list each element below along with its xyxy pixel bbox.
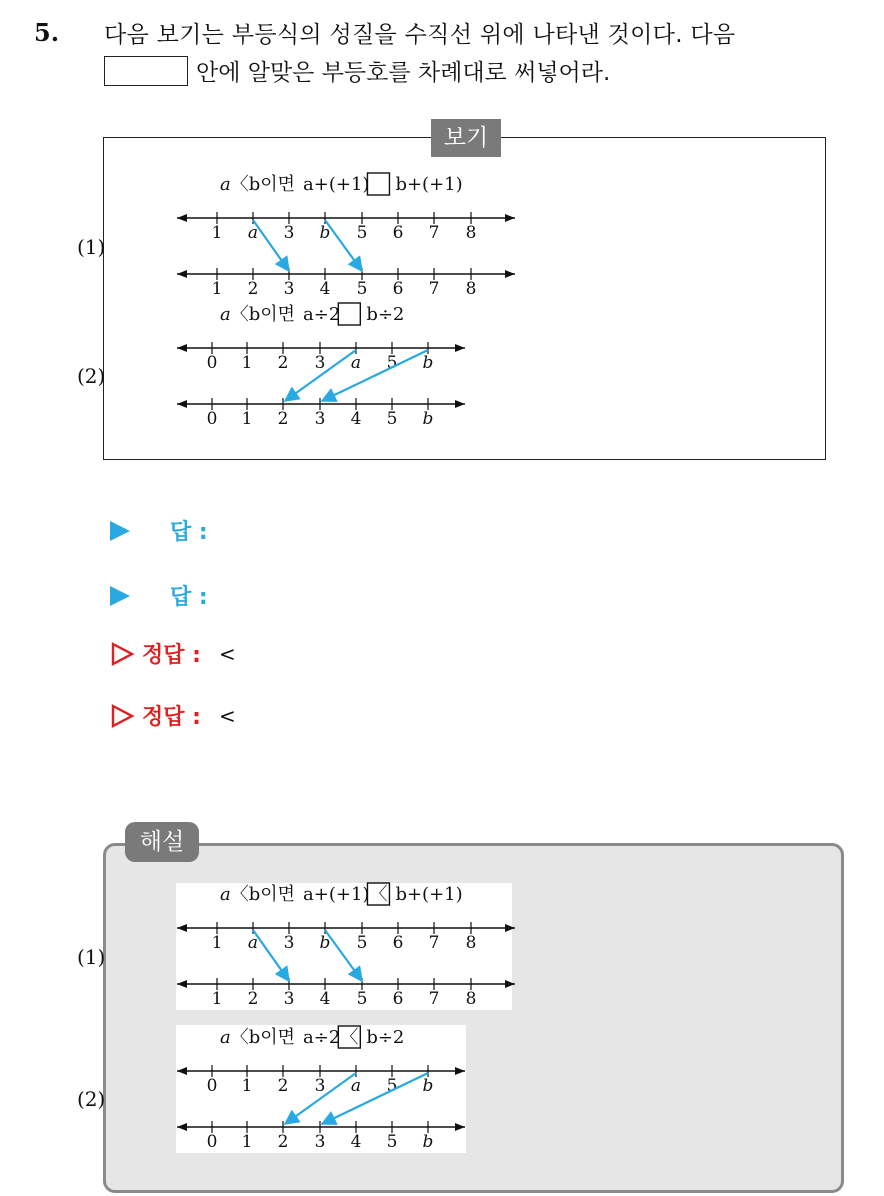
solution-part-1-bottom-line-tick-label: 7: [428, 989, 440, 1009]
solution-part-1-bottom-line-tick-label: 8: [465, 989, 477, 1009]
solution-part-1-top-line-tick-label: a: [247, 933, 259, 953]
example-part-1-bottom-line-tick-label: 4: [319, 279, 331, 299]
example-part-1-top-line-tick-label: b: [319, 223, 331, 243]
inequality-statement-rhs: b+(+1): [395, 174, 463, 195]
inequality-blank-answer: 〈: [340, 1027, 359, 1048]
solution-part-1-bottom-line-tick-label: 1: [211, 989, 223, 1009]
question-text-line2-content: 안에 알맞은 부등호를 차례대로 써넣어라.: [196, 60, 611, 86]
part-label: (1): [77, 235, 106, 259]
question-text-line1: 다음 보기는 부등식의 성질을 수직선 위에 나타낸 것이다. 다음: [104, 22, 736, 48]
solution-part-1-bottom-line-tick-label: 2: [247, 989, 259, 1009]
correct-answer-label: 정답 :: [142, 705, 201, 730]
part-label: (2): [77, 1087, 106, 1111]
example-part-1-top-line-tick-label: 5: [356, 223, 368, 243]
example-part-2-top-line-tick-label: b: [422, 353, 434, 373]
part-label: (2): [77, 364, 106, 388]
solution-part-1-top-line-tick-label: 5: [356, 933, 368, 953]
solution-part-2-bottom-line-tick-label: 4: [350, 1132, 362, 1152]
inequality-statement-lhs: a〈b이면 a+(+1): [220, 884, 370, 905]
example-part-1-top-line-tick-label: a: [247, 223, 259, 243]
solution-part-2-bottom-line-tick-label: 0: [206, 1132, 218, 1152]
inequality-statement-rhs: b÷2: [366, 1027, 405, 1048]
solution-part-1-top-line-tick-label: 7: [428, 933, 440, 953]
correct-answer-value: <: [218, 641, 236, 666]
inequality-statement-lhs: a〈b이면 a÷2: [220, 1027, 341, 1048]
example-part-1-bottom-line-tick-label: 8: [465, 279, 477, 299]
inequality-statement-lhs: a〈b이면 a÷2: [220, 304, 341, 325]
example-part-1-bottom-line-left-arrowhead: [177, 270, 187, 278]
part-label: (1): [77, 945, 106, 969]
solution-part-1-top-line-left-arrowhead: [177, 924, 187, 932]
solution-part-1-top-line-tick-label: 8: [465, 933, 477, 953]
solution-part-2-bottom-line-tick-label: 1: [241, 1132, 253, 1152]
example-part-2-bottom-line-tick-label: 5: [386, 409, 398, 429]
solution-part-2: [77, 1026, 465, 1152]
example-part-2-bottom-line-tick-label: 2: [277, 409, 289, 429]
example-part-1-bottom-line-tick-label: 7: [428, 279, 440, 299]
solution-part-1-top-line-tick-label: 3: [283, 933, 295, 953]
solution-part-1-top-line-right-arrowhead: [505, 924, 515, 932]
example-part-1-top-line-left-arrowhead: [177, 214, 187, 222]
example-part-2-top-line-tick-label: 3: [314, 353, 326, 373]
solution-part-1-top-line-tick-label: 1: [211, 933, 223, 953]
example-part-1-bottom-line-tick-label: 6: [392, 279, 404, 299]
correct-answer-value: <: [218, 703, 236, 728]
inequality-statement-rhs: b+(+1): [395, 884, 463, 905]
solution-part-2-bottom-line-tick-label: 5: [386, 1132, 398, 1152]
inequality-statement-lhs: a〈b이면 a+(+1): [220, 174, 370, 195]
inequality-blank-box: [338, 303, 360, 325]
solution-part-2-bottom-line-tick-label: 3: [314, 1132, 326, 1152]
solution-part-2-bottom-line-right-arrowhead: [455, 1123, 465, 1131]
solution-part-1-top-line-tick-label: b: [319, 933, 331, 953]
example-part-1-top-line-tick-label: 7: [428, 223, 440, 243]
solution-part-1-top-line-tick-label: 6: [392, 933, 404, 953]
example-part-2-top-line-left-arrowhead: [177, 344, 187, 352]
solution-part-1-bottom-line-tick-label: 3: [283, 989, 295, 1009]
example-part-2-bottom-line-tick-label: b: [422, 409, 434, 429]
solution-part-1: [77, 883, 515, 1009]
correct-answer-label: 정답 :: [142, 643, 201, 668]
example-box-tag: 보기: [431, 119, 501, 157]
inequality-blank-box: [367, 173, 389, 195]
question-number: 5.: [34, 18, 60, 47]
example-part-1-bottom-line-tick-label: 5: [356, 279, 368, 299]
example-part-2-top-line-tick-label: 1: [241, 353, 253, 373]
solution-part-2-bottom-line-left-arrowhead: [177, 1123, 187, 1131]
solution-part-2-bottom-line-tick-label: 2: [277, 1132, 289, 1152]
mapping-arrow: [322, 1073, 428, 1124]
example-part-2-bottom-line-right-arrowhead: [455, 400, 465, 408]
example-part-2-top-line-tick-label: 5: [386, 353, 398, 373]
example-part-2-top-line-right-arrowhead: [455, 344, 465, 352]
solution-part-1-bottom-line-left-arrowhead: [177, 980, 187, 988]
example-part-1-top-line-tick-label: 3: [283, 223, 295, 243]
solution-box-tag: 해설: [125, 822, 199, 862]
solution-part-2-top-line-tick-label: a: [350, 1076, 362, 1096]
example-part-1-top-line-tick-label: 8: [465, 223, 477, 243]
example-part-1-bottom-line-tick-label: 2: [247, 279, 259, 299]
solution-part-2-top-line-tick-label: 5: [386, 1076, 398, 1096]
solution-part-1-bottom-line-right-arrowhead: [505, 980, 515, 988]
example-part-2-top-line-tick-label: 0: [206, 353, 218, 373]
answer-label: 답 :: [170, 585, 208, 610]
example-part-1-top-line-tick-label: 6: [392, 223, 404, 243]
example-part-2: [77, 303, 465, 429]
solution-part-2-bottom-line-tick-label: b: [422, 1132, 434, 1152]
example-part-2-bottom-line-tick-label: 0: [206, 409, 218, 429]
solution-part-2-top-line-right-arrowhead: [455, 1067, 465, 1075]
solution-part-2-top-line-tick-label: 2: [277, 1076, 289, 1096]
solution-part-1-bottom-line-tick-label: 4: [319, 989, 331, 1009]
mapping-arrow: [322, 350, 428, 401]
inequality-statement-rhs: b÷2: [366, 304, 405, 325]
example-part-1-bottom-line-right-arrowhead: [505, 270, 515, 278]
solution-part-1-bottom-line-tick-label: 5: [356, 989, 368, 1009]
example-part-1-top-line-tick-label: 1: [211, 223, 223, 243]
example-part-2-top-line-tick-label: a: [350, 353, 362, 373]
solution-part-2-top-line-tick-label: 1: [241, 1076, 253, 1096]
solution-part-2-top-line-tick-label: b: [422, 1076, 434, 1096]
example-part-2-bottom-line-tick-label: 1: [241, 409, 253, 429]
inequality-blank-answer: 〈: [369, 884, 388, 905]
example-part-1-bottom-line-tick-label: 1: [211, 279, 223, 299]
example-part-2-bottom-line-left-arrowhead: [177, 400, 187, 408]
solution-part-2-top-line-left-arrowhead: [177, 1067, 187, 1075]
solution-part-2-top-line-tick-label: 0: [206, 1076, 218, 1096]
answer-label: 답 :: [170, 520, 208, 545]
solution-part-2-top-line-tick-label: 3: [314, 1076, 326, 1096]
example-part-1-bottom-line-tick-label: 3: [283, 279, 295, 299]
example-part-1-top-line-right-arrowhead: [505, 214, 515, 222]
solution-part-1-bottom-line-tick-label: 6: [392, 989, 404, 1009]
example-part-1: [77, 173, 515, 299]
example-part-2-bottom-line-tick-label: 4: [350, 409, 362, 429]
example-part-2-top-line-tick-label: 2: [277, 353, 289, 373]
example-part-2-bottom-line-tick-label: 3: [314, 409, 326, 429]
